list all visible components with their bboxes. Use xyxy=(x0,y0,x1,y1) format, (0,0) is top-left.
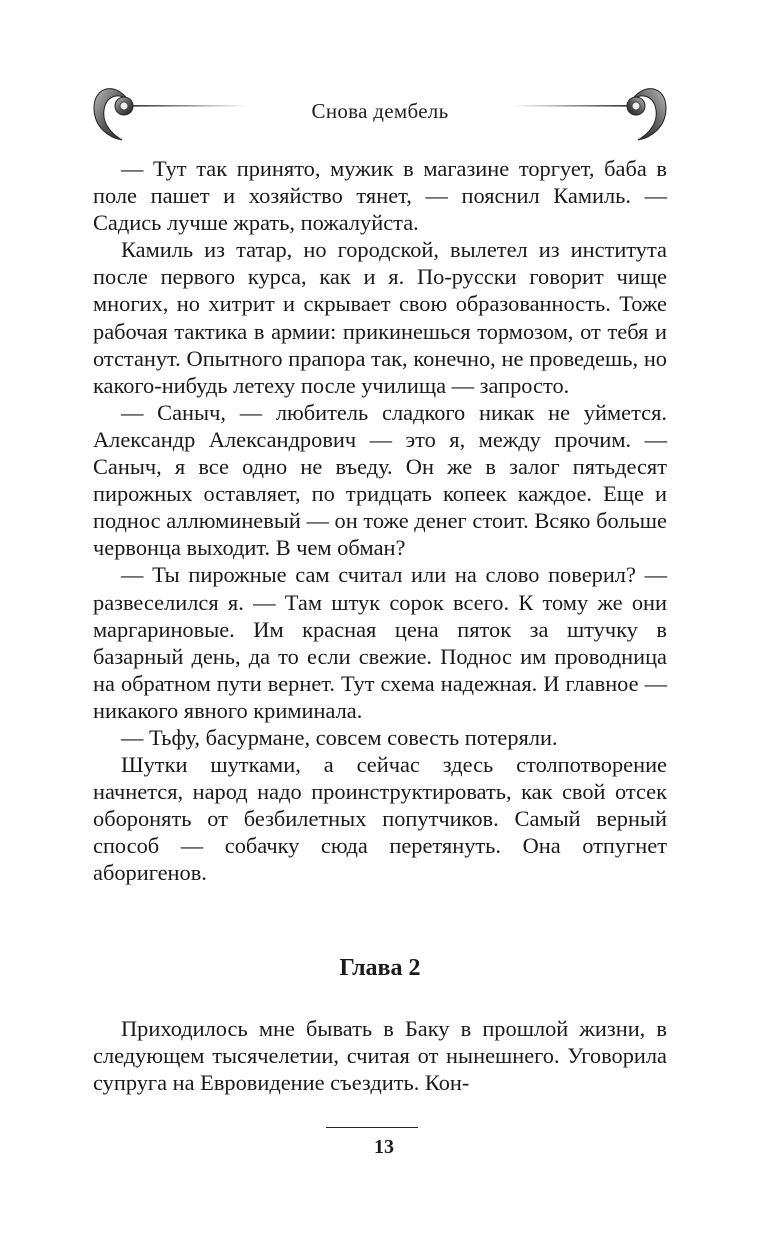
page-number: 13 xyxy=(374,1136,394,1158)
body-text-before-chapter xyxy=(93,155,667,887)
running-title: Снова дембель xyxy=(311,99,449,123)
paragraph: Шутки шутками, а сейчас здесь столпотворение начнется, народ надо проинструктировать, как свой отсек оборонять от безбилетных попутчиков. Самый верный способ — собачку сюда перетянуть. Она отпугнет аборигенов. xyxy=(93,752,667,886)
paragraph: — Ты пирожные сам считал или на слово поверил? — развеселился я. — Там штук сорок всего. К тому же они маргариновые. Им красная цена пяток за штучку в базарный день, да то если свежие. Поднос им проводница на обратном пути вернет. Тут схема надежная. И главное — никакого явного криминала. xyxy=(93,562,667,723)
running-header xyxy=(88,78,672,148)
paragraph: — Саныч, — любитель сладкого никак не уймется. Александр Александрович — это я, между прочим. — Саныч, я все одно не въеду. Он же в залог пятьдесят пирожных оставляет, по тридцать копеек каждое. Еще и поднос аллюминевый — он тоже денег стоит. Всяко больше червонца выходит. В чем обман? xyxy=(93,399,667,561)
paragraph: Приходилось мне бывать в Баку в прошлой жизни, в следующем тысячелетии, считая от нынешнего. Уговорила супруга на Евровидение съездить. Кон- xyxy=(93,1016,667,1096)
paragraph: — Тут так принято, мужик в магазине торгует, баба в поле пашет и хозяйство тянет, — пояснил Камиль. — Садись лучше жрать, пожалуйста. xyxy=(93,156,667,236)
chapter-heading: Глава 2 xyxy=(339,955,421,981)
scroll-ornament-icon xyxy=(512,78,672,148)
paragraph: Камиль из татар, но городской, вылетел из института после первого курса, как и я. По-русски говорит чище многих, но хитрит и скрывает свою образованность. Тоже рабочая тактика в армии: прикинешься тормозом, от тебя и отстанут. Опытного прапора так, конечно, не проведешь, но какого-нибудь летеху после училища — запросто. xyxy=(93,237,667,398)
footer-rule xyxy=(326,1127,418,1128)
body-text-after-chapter xyxy=(93,1015,667,1096)
paragraph: — Тьфу, басурмане, совсем совесть потеряли. xyxy=(121,724,558,750)
